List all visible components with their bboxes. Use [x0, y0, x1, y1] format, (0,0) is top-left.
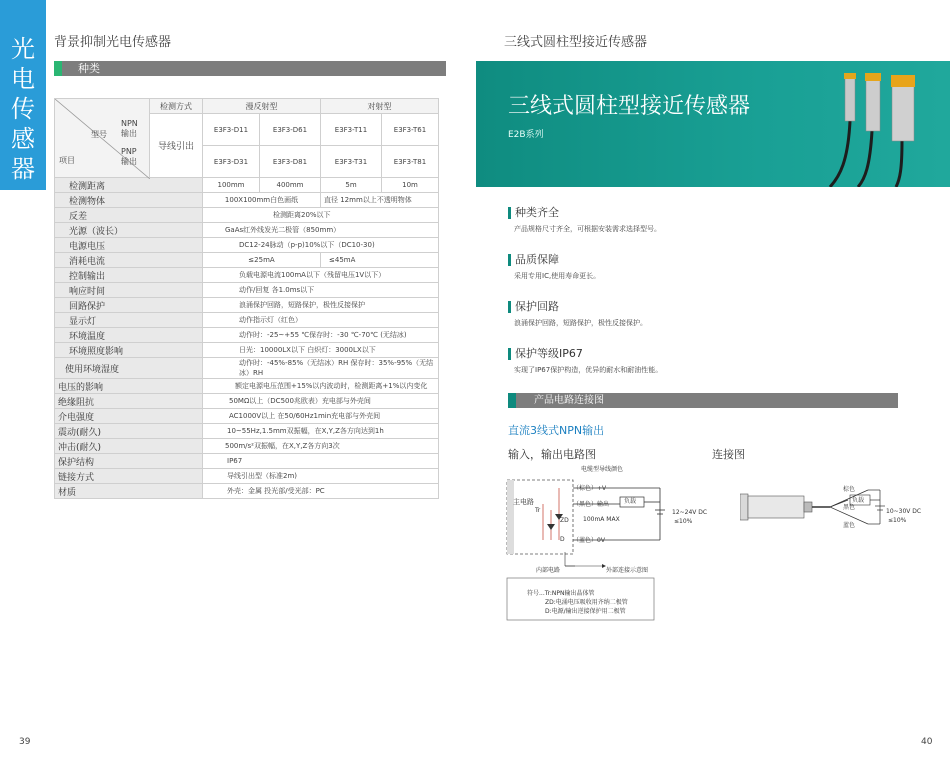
row-label: 绝缘阻抗 — [55, 394, 203, 409]
model-cell: E3F3-D81 — [260, 146, 321, 178]
feature-heading — [508, 345, 583, 361]
feature-accent — [508, 207, 511, 219]
row-value: DC12-24脉动（p-p)10%以下（DC10-30) — [203, 238, 439, 253]
page-number-right: 40 — [921, 737, 933, 747]
row-value: 50MΩ以上（DC500兆欧表）充电部与外壳间 — [203, 394, 439, 409]
row-label: 电压的影响 — [55, 379, 203, 394]
model-cell: E3F3-D31 — [203, 146, 260, 178]
row-value: 动作指示灯（红色） — [203, 313, 439, 328]
row-label: 电源电压 — [55, 238, 203, 253]
through-beam-group-header: 对射型 — [321, 99, 439, 114]
table-row — [55, 409, 439, 424]
right-page-title: 三线式圆柱型接近传感器 — [504, 35, 648, 50]
feature-title: 种类齐全 — [515, 206, 559, 219]
table-row — [55, 358, 439, 379]
legend-line: ZD:电涌电压吸收用齐纳二极管 — [545, 599, 628, 606]
row-cell: 直径 12mm以上不透明物体 — [321, 193, 439, 208]
diode-label: D — [560, 536, 565, 543]
model-cell: E3F3-D61 — [260, 114, 321, 146]
row-value: GaAs红外线发光二极管（850mm） — [203, 223, 439, 238]
row-label: 链接方式 — [55, 469, 203, 484]
table-row — [55, 208, 439, 223]
row-label: 检测物体 — [55, 193, 203, 208]
legend-line: 符号...Tr:NPN输出晶体管 — [527, 590, 595, 597]
inner-circuit-label: 内部电路 — [536, 567, 561, 574]
feature-accent — [508, 348, 511, 360]
types-section-bar — [54, 61, 446, 76]
spec-table — [54, 98, 439, 499]
outer-connection-label: 外部连接示意图 — [606, 567, 649, 574]
corner-pnp-label: PNP 输出 — [121, 147, 137, 166]
conn-load-label: 负载 — [852, 497, 865, 504]
brown-wire-label: （棕色）+V — [573, 485, 607, 492]
row-value: IP67 — [203, 454, 439, 469]
row-label: 响应时间 — [55, 283, 203, 298]
detect-method-header: 检测方式 — [150, 99, 203, 114]
feature-description: 采用专用IC,使用寿命更长。 — [514, 272, 601, 280]
table-row — [55, 469, 439, 484]
legend-line: D:电源/输出逆接保护用二极管 — [545, 608, 626, 615]
side-tab-char: 器 — [11, 155, 35, 183]
feature-description: 实现了IP67保护构造，优异的耐水和耐油性能。 — [514, 366, 663, 374]
table-row — [55, 394, 439, 409]
row-cell: 100X100mm白色画纸 — [203, 193, 321, 208]
table-row — [55, 454, 439, 469]
zener-label: ZD — [560, 517, 569, 524]
row-label: 回路保护 — [55, 298, 203, 313]
current-rating-label: 100mA MAX — [583, 516, 620, 523]
table-row — [55, 379, 439, 394]
model-cell: E3F3-T31 — [321, 146, 382, 178]
row-value: 检测距离20%以下 — [203, 208, 439, 223]
banner-title: 三线式圆柱型接近传感器 — [508, 94, 751, 119]
row-value: 动作/回复 各1.0ms以下 — [203, 283, 439, 298]
corner-npn-label: NPN 输出 — [121, 119, 138, 138]
table-row — [55, 313, 439, 328]
row-value: 10~55Hz,1.5mm双振幅，在X,Y,Z各方向达到1h — [203, 424, 439, 439]
row-value: 浪涌保护回路，短路保护，极性反接保护 — [203, 298, 439, 313]
table-row — [55, 268, 439, 283]
table-row — [55, 193, 439, 208]
table-row — [55, 283, 439, 298]
section-bar-label: 种类 — [78, 62, 100, 75]
section-accent — [54, 61, 62, 76]
row-value: AC1000V以上 在50/60Hz1min充电部与外壳间 — [203, 409, 439, 424]
row-cell: 5m — [321, 178, 382, 193]
model-cell: E3F3-D11 — [203, 114, 260, 146]
npn-output-title: 直流3线式NPN输出 — [508, 424, 605, 437]
row-value: 日光：10000LX以下 白炽灯：3000LX以下 — [203, 343, 439, 358]
feature-accent — [508, 254, 511, 266]
conn-brown-label: 棕色 — [843, 486, 856, 493]
feature-description: 浪涌保护回路，短路保护，极性反接保护。 — [514, 319, 647, 327]
feature-title: 品质保障 — [515, 253, 559, 266]
conn-supply-label: 10~30V DC — [886, 508, 922, 515]
row-label: 震动(耐久) — [55, 424, 203, 439]
corner-item-label: 项目 — [59, 156, 75, 165]
supply-voltage-label: 12~24V DC — [672, 509, 708, 516]
feature-accent — [508, 301, 511, 313]
row-label: 使用环境湿度 — [55, 358, 203, 379]
row-value: 500m/s²双振幅，在X,Y,Z各方向3次 — [203, 439, 439, 454]
row-cell: 100mm — [203, 178, 260, 193]
side-tab-char: 感 — [11, 125, 35, 153]
conn-blue-label: 蓝色 — [843, 522, 856, 529]
row-value: 动作时：-25~+55 ℃保存时：-30 ℃-70℃ (无结冰) — [203, 328, 439, 343]
row-value: 额定电源电压范围+15%以内波动时，检测距离+1%以内变化 — [203, 379, 439, 394]
row-label: 介电强度 — [55, 409, 203, 424]
left-page-title: 背景抑制光电传感器 — [54, 35, 172, 50]
side-tab-char: 光 — [11, 35, 35, 63]
row-label: 保护结构 — [55, 454, 203, 469]
row-cell: ≤25mA — [203, 253, 321, 268]
transistor-label: Tr — [535, 507, 541, 514]
blue-wire-label: （蓝色）0V — [573, 537, 605, 544]
row-cell: ≤45mA — [321, 253, 439, 268]
connection-diagram — [740, 478, 910, 548]
side-tab-char: 电 — [11, 65, 35, 93]
feature-description: 产品规格尺寸齐全，可根据安装需求选择型号。 — [514, 225, 661, 233]
feature-title: 保护回路 — [515, 300, 559, 313]
table-row — [55, 238, 439, 253]
table-row — [55, 343, 439, 358]
feature-heading — [508, 204, 559, 220]
row-label: 环境照度影响 — [55, 343, 203, 358]
table-row — [55, 253, 439, 268]
connection-title: 连接图 — [712, 448, 745, 461]
row-label: 光源（波长） — [55, 223, 203, 238]
table-row — [55, 223, 439, 238]
wire-type-cell: 导线引出 — [150, 114, 203, 178]
product-banner — [476, 61, 950, 187]
page-number-left: 39 — [19, 737, 31, 747]
row-value: 外壳：金属 投光部/受光部：PC — [203, 484, 439, 499]
table-corner-cell — [55, 99, 150, 178]
section-accent — [508, 393, 516, 408]
conn-ripple-label: ≤10% — [888, 517, 907, 524]
model-cell: E3F3-T81 — [382, 146, 439, 178]
table-row — [55, 484, 439, 499]
side-category-tab — [0, 0, 46, 190]
table-header-row — [55, 99, 439, 114]
row-cell: 10m — [382, 178, 439, 193]
table-row — [55, 178, 439, 193]
corner-model-label: 型号 — [91, 130, 107, 139]
row-label: 消耗电流 — [55, 253, 203, 268]
sensor-product-image — [810, 61, 930, 187]
row-label: 反差 — [55, 208, 203, 223]
section-bar-label: 产品电路连接图 — [534, 395, 604, 406]
ripple-label: ≤10% — [674, 518, 693, 525]
table-row — [55, 328, 439, 343]
row-label: 检测距离 — [55, 178, 203, 193]
table-row — [55, 298, 439, 313]
feature-heading — [508, 298, 559, 314]
table-row — [55, 439, 439, 454]
diffuse-group-header: 漫反射型 — [203, 99, 321, 114]
row-label: 环境温度 — [55, 328, 203, 343]
row-value: 导线引出型（标准2m) — [203, 469, 439, 484]
row-label: 控制输出 — [55, 268, 203, 283]
row-value: 动作时：-45%-85%（无结冰）RH 保存时：35%-95%（无结冰）RH — [203, 358, 439, 379]
row-cell: 400mm — [260, 178, 321, 193]
load-label: 负载 — [624, 498, 637, 505]
cable-color-label: 电缆型导线颜色 — [581, 466, 624, 473]
side-tab-char: 传 — [11, 95, 35, 123]
feature-heading — [508, 251, 559, 267]
main-circuit-label: 主电路 — [513, 498, 534, 506]
row-value: 负载电源电流100mA以下（残留电压1V以下） — [203, 268, 439, 283]
row-label: 材质 — [55, 484, 203, 499]
row-label: 显示灯 — [55, 313, 203, 328]
table-row — [55, 424, 439, 439]
banner-subtitle: E2B系列 — [508, 130, 544, 140]
conn-black-label: 黑色 — [843, 504, 856, 511]
model-cell: E3F3-T61 — [382, 114, 439, 146]
model-cell: E3F3-T11 — [321, 114, 382, 146]
io-circuit-title: 输入，输出电路图 — [508, 448, 596, 461]
black-wire-label: （黑色）输出 — [573, 501, 610, 508]
row-label: 冲击(耐久) — [55, 439, 203, 454]
feature-title: 保护等级IP67 — [515, 347, 583, 360]
circuit-section-bar — [508, 393, 898, 408]
